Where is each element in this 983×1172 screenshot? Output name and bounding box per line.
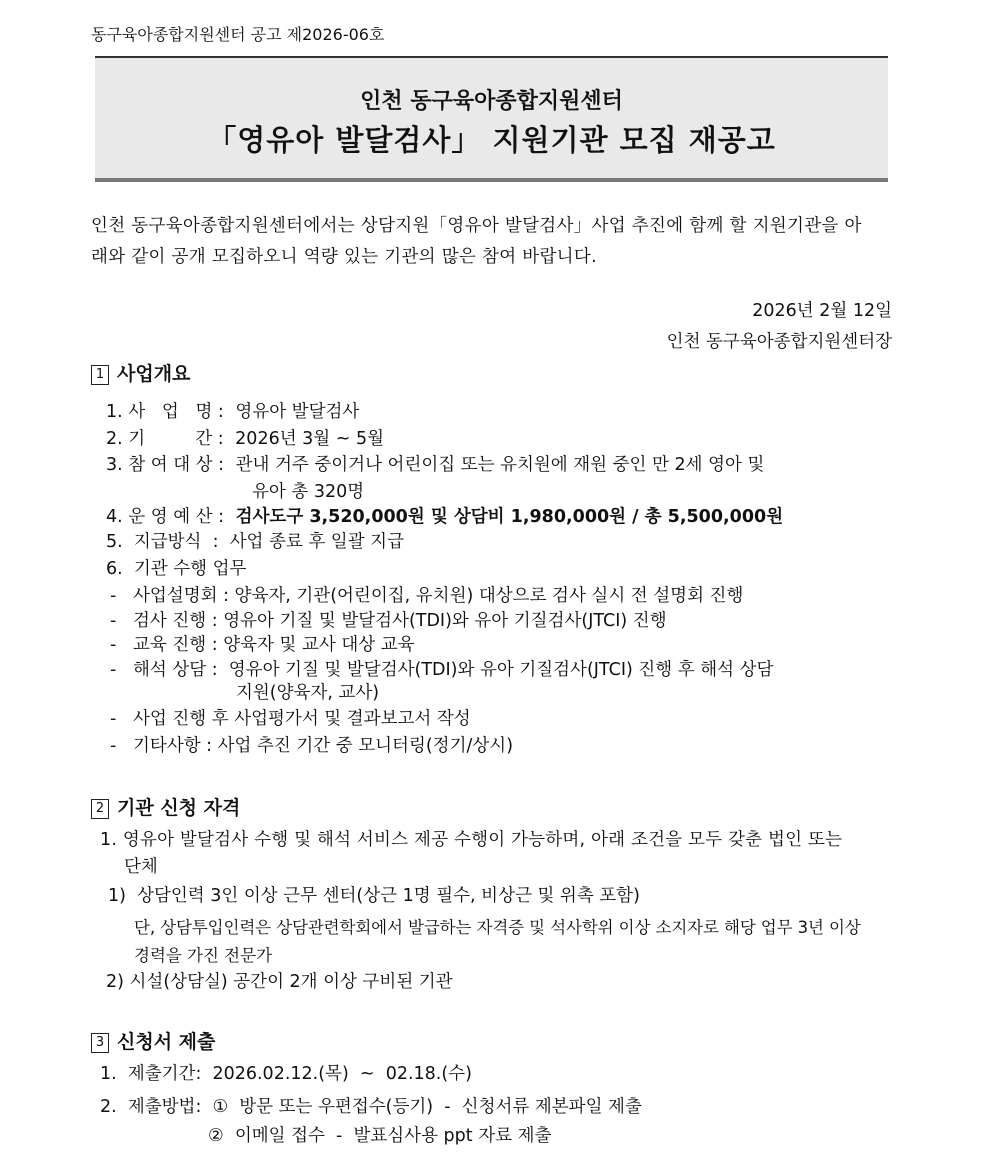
- overview-item-3-cont: 유아 총 320명: [252, 482, 365, 502]
- overview-value: 영유아 발달검사: [235, 402, 360, 422]
- task-item: - 교육 진행 : 양육자 및 교사 대상 교육: [110, 635, 415, 655]
- intro-line-2: 래와 같이 공개 모집하오니 역량 있는 기관의 많은 참여 바랍니다.: [91, 247, 597, 267]
- intro-line-1: 인천 동구육아종합지원센터에서는 상담지원「영유아 발달검사」사업 추진에 함께 할 지원기관을 아: [91, 216, 862, 236]
- submission-period: 1. 제출기간: 2026.02.12.(목) ~ 02.18.(수): [100, 1064, 472, 1084]
- title-box: [95, 56, 888, 182]
- issuer: 인천 동구육아종합지원센터장: [666, 332, 892, 352]
- overview-label: 3. 참 여 대 상 :: [106, 455, 225, 475]
- task-item: - 사업 진행 후 사업평가서 및 결과보고서 작성: [110, 709, 471, 729]
- submission-method-1: 2. 제출방법: ① 방문 또는 우편접수(등기) - 신청서류 제본파일 제출: [100, 1097, 642, 1117]
- budget-value: 검사도구 3,520,000원 및 상담비 1,980,000원 / 총 5,500,000원: [235, 507, 784, 527]
- task-item: - 사업설명회 : 양육자, 기관(어린이집, 유치원) 대상으로 검사 실시 전 설명회 진행: [110, 586, 744, 606]
- task-item: - 검사 진행 : 영유아 기질 및 발달검사(TDI)와 유아 기질검사(JTCI) 진행: [110, 611, 667, 631]
- section-3-title: 신청서 제출: [117, 1031, 216, 1053]
- overview-item-6: 6. 기관 수행 업무: [106, 559, 247, 579]
- overview-value: 관내 거주 중이거나 어린이집 또는 유치원에 재원 중인 만 2세 영아 및: [235, 455, 765, 475]
- task-item: - 해석 상담 : 영유아 기질 및 발달검사(TDI)와 유아 기질검사(JTCI) 진행 후 해석 상담: [110, 660, 774, 680]
- eligibility-main: 1. 영유아 발달검사 수행 및 해석 서비스 제공 수행이 가능하며, 아래 조건을 모두 갖춘 법인 또는: [100, 830, 843, 850]
- announcement-date: 2026년 2월 12일: [752, 301, 892, 321]
- overview-value: 2026년 3월 ~ 5월: [235, 429, 385, 449]
- section-1-heading: [91, 359, 190, 386]
- overview-item-4: [106, 503, 783, 528]
- overview-item-1: [106, 398, 359, 423]
- task-item: - 기타사항 : 사업 추진 기간 중 모니터링(정기/상시): [110, 736, 514, 756]
- overview-item-2: [106, 425, 384, 450]
- overview-label: 4. 운 영 예 산 :: [106, 507, 225, 527]
- section-3-heading: [91, 1027, 215, 1054]
- overview-item-5: 5. 지급방식 : 사업 종료 후 일괄 지급: [106, 532, 404, 552]
- section-number-box: 1: [91, 365, 109, 385]
- eligibility-sub-2: 2) 시설(상담실) 공간이 2개 이상 구비된 기관: [106, 972, 453, 992]
- eligibility-main-cont: 단체: [124, 857, 158, 877]
- section-2-heading: [91, 793, 240, 820]
- title-organization: 인천 동구육아종합지원센터: [360, 89, 623, 114]
- section-2-title: 기관 신청 자격: [117, 797, 241, 819]
- task-item-cont: 지원(양육자, 교사): [236, 683, 380, 703]
- submission-method-2: ② 이메일 접수 - 발표심사용 ppt 자료 제출: [208, 1126, 552, 1146]
- overview-item-3: [106, 451, 764, 476]
- eligibility-note: 단, 상담투입인력은 상담관련학회에서 발급하는 자격증 및 석사학위 이상 소지자로 해당 업무 3년 이상: [134, 918, 861, 937]
- eligibility-sub-1: 1) 상담인력 3인 이상 근무 센터(상근 1명 필수, 비상근 및 위촉 포함): [108, 886, 640, 906]
- section-1-title: 사업개요: [117, 363, 191, 385]
- eligibility-note-cont: 경력을 가진 전문가: [134, 946, 273, 965]
- overview-label: 2. 기 간 :: [106, 429, 224, 449]
- page-title: 「영유아 발달검사」 지원기관 모집 재공고: [207, 123, 776, 157]
- section-number-box: 2: [91, 799, 109, 819]
- overview-label: 1. 사 업 명 :: [106, 402, 224, 422]
- document-number: 동구육아종합지원센터 공고 제2026-06호: [91, 25, 385, 44]
- section-number-box: 3: [91, 1033, 109, 1053]
